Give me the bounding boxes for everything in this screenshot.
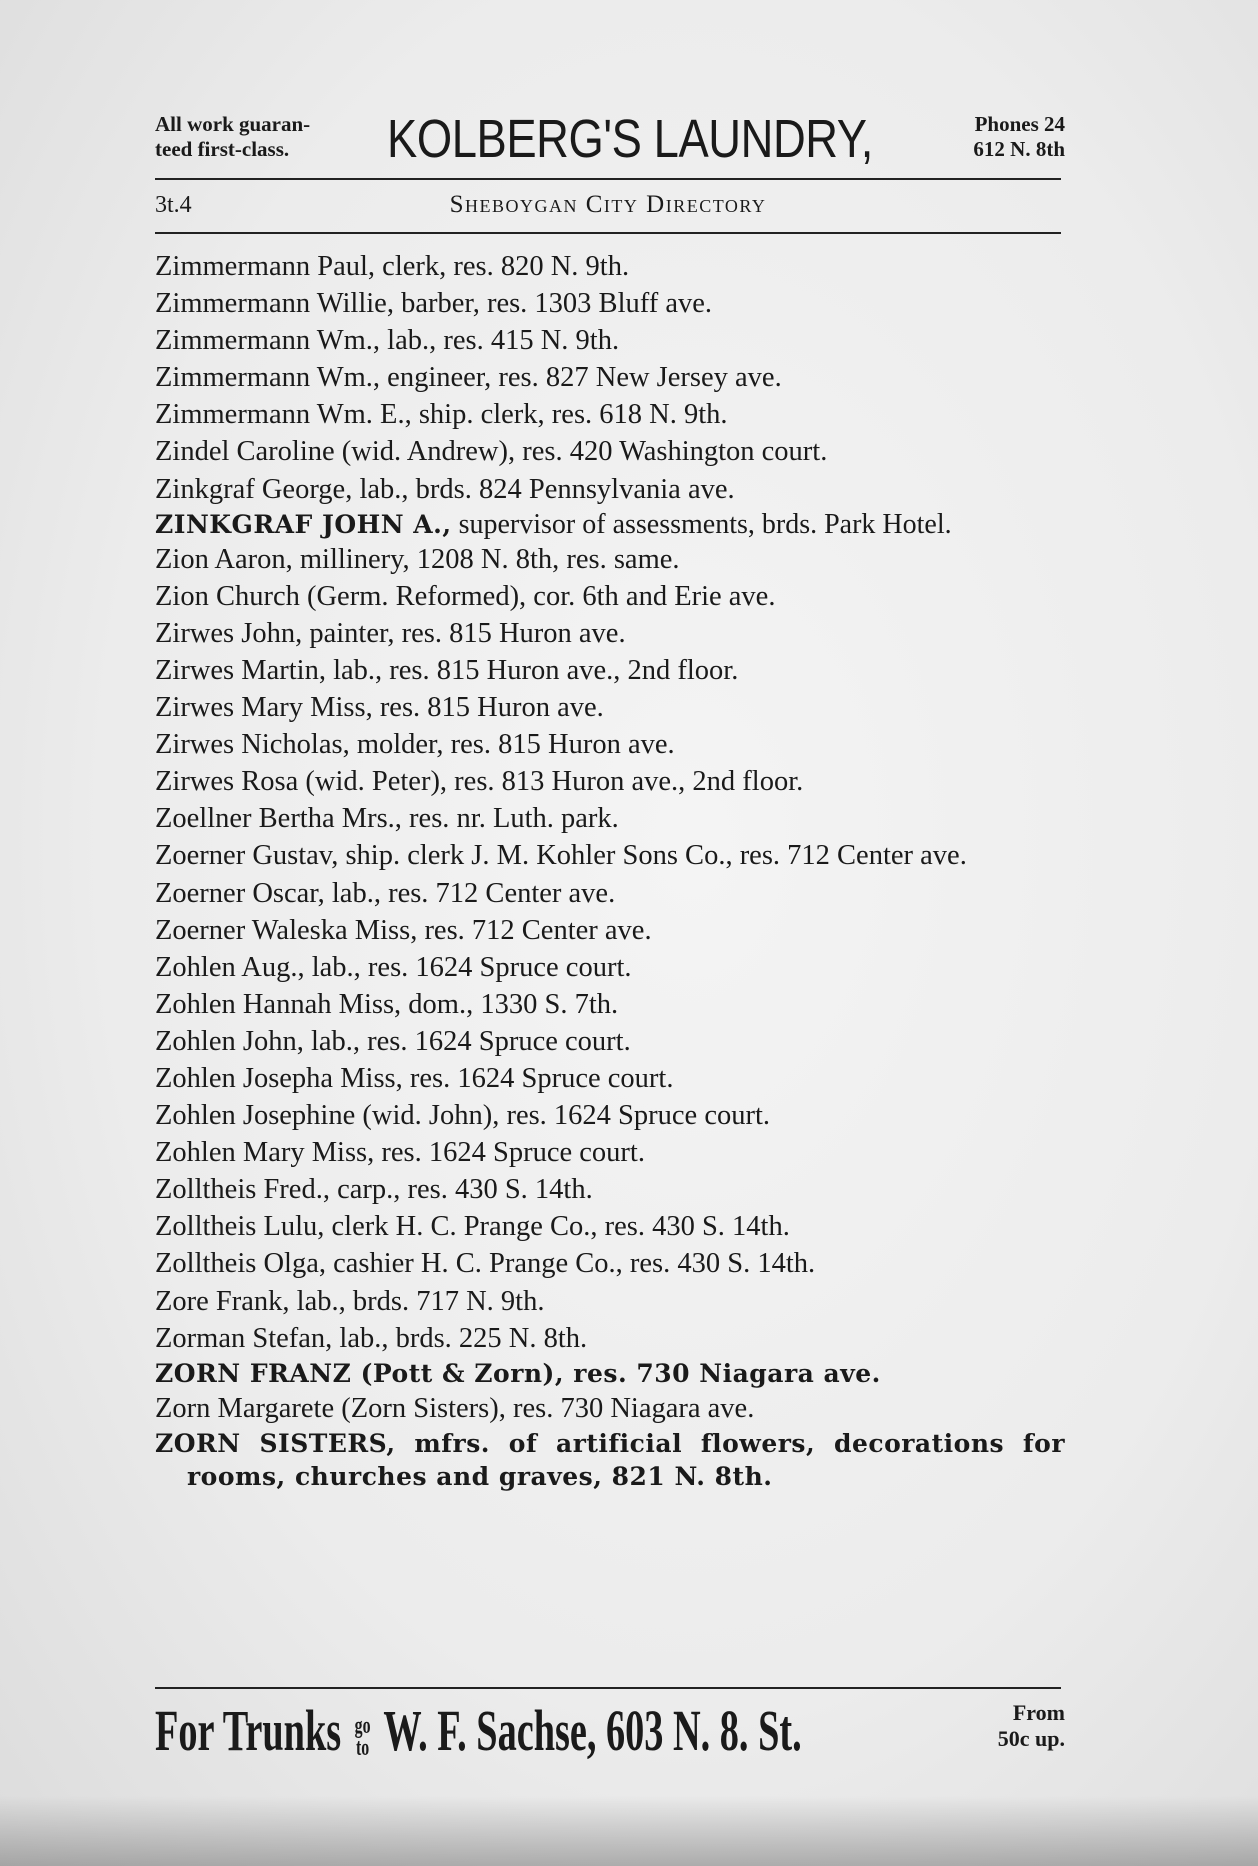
footer-ad-go-to — [354, 1712, 371, 1761]
header-ad-business-name: KOLBERG'S LAUNDRY, — [387, 109, 873, 169]
footer-ad-from: From — [1012, 1700, 1065, 1725]
directory-entry — [155, 949, 1065, 986]
entry-text: Zohlen Josephine (wid. John), res. 1624 Spruce court. — [155, 1100, 771, 1132]
footer-ad-merchant: W. F. Sachse, 603 N. 8. St. — [383, 1698, 802, 1763]
directory-entry — [155, 1023, 1065, 1060]
directory-entry — [155, 541, 1065, 578]
directory-entry — [155, 1208, 1065, 1245]
page-number: 3t.4 — [155, 192, 192, 218]
directory-entry — [155, 1097, 1065, 1134]
scan-shadow — [0, 1796, 1258, 1866]
directory-entry — [155, 396, 1065, 433]
footer-ad-go: go — [354, 1712, 371, 1739]
entry-text: Zirwes Nicholas, molder, res. 815 Huron ave. — [155, 729, 675, 761]
directory-entry — [155, 1245, 1065, 1282]
entry-text: Zolltheis Lulu, clerk H. C. Prange Co., res. 430 S. 14th. — [155, 1211, 790, 1243]
directory-entry — [155, 322, 1065, 359]
header-rule — [155, 178, 1061, 180]
footer-rule — [155, 1687, 1061, 1689]
running-head-rule — [155, 232, 1061, 234]
entry-bold-name: ZORN SISTERS, mfrs. of artificial flowers, decorations for rooms, churches and graves, 821 N. 8th. — [155, 1428, 1065, 1491]
entry-bold-name: ZORN FRANZ (Pott & Zorn), res. 730 Niagara ave. — [155, 1358, 881, 1388]
directory-entry — [155, 1427, 1065, 1493]
directory-entry — [155, 359, 1065, 396]
footer-ad-to: to — [356, 1734, 370, 1761]
entry-text: Zoellner Bertha Mrs., res. nr. Luth. park. — [155, 803, 619, 835]
footer-ad-trunks: For Trunks — [155, 1698, 342, 1763]
directory-entry — [155, 726, 1065, 763]
entry-text: Zirwes John, painter, res. 815 Huron ave. — [155, 617, 626, 649]
directory-entry — [155, 1283, 1065, 1320]
entry-text: Zohlen John, lab., res. 1624 Spruce court. — [155, 1025, 631, 1057]
header-ad-guarantee — [155, 112, 385, 162]
entry-text: Zoerner Oscar, lab., res. 712 Center ave. — [155, 877, 616, 909]
entry-text: Zimmermann Wm., lab., res. 415 N. 9th. — [155, 325, 620, 357]
directory-entry — [155, 1357, 1065, 1390]
footer-advertisement — [155, 1698, 1065, 1778]
footer-ad-price — [955, 1700, 1065, 1752]
entry-bold-name: ZINKGRAF JOHN A., — [155, 509, 452, 539]
entry-text: supervisor of assessments, brds. Park Hotel. — [451, 508, 952, 540]
footer-ad-price-value: 50c up. — [997, 1726, 1065, 1751]
entry-text: Zohlen Mary Miss, res. 1624 Spruce court. — [155, 1137, 645, 1169]
header-advertisement — [155, 108, 1065, 170]
directory-entry — [155, 837, 1065, 874]
directory-entry — [155, 508, 1065, 541]
entry-text: Zohlen Hannah Miss, dom., 1330 S. 7th. — [155, 988, 619, 1020]
entry-text: Zimmermann Willie, barber, res. 1303 Bluff ave. — [155, 288, 713, 320]
entry-text: Zoerner Waleska Miss, res. 712 Center ave. — [155, 914, 652, 946]
entry-text: Zirwes Rosa (wid. Peter), res. 813 Huron ave., 2nd floor. — [155, 766, 804, 798]
directory-entry — [155, 912, 1065, 949]
header-ad-left-line1: All work guaran- — [155, 112, 311, 136]
header-ad-left-line2: teed first-class. — [155, 137, 290, 161]
entry-text: Zolltheis Olga, cashier H. C. Prange Co., res. 430 S. 14th. — [155, 1248, 816, 1280]
directory-entry — [155, 471, 1065, 508]
directory-entry — [155, 1060, 1065, 1097]
directory-entry — [155, 285, 1065, 322]
entry-text: Zorman Stefan, lab., brds. 225 N. 8th. — [155, 1322, 588, 1354]
directory-entry — [155, 1320, 1065, 1357]
entry-text: Zindel Caroline (wid. Andrew), res. 420 Washington court. — [155, 436, 828, 468]
header-ad-right-line1: Phones 24 — [974, 112, 1065, 136]
directory-entry — [155, 1171, 1065, 1208]
entry-text: Zinkgraf George, lab., brds. 824 Pennsylvania ave. — [155, 473, 735, 505]
directory-entry — [155, 986, 1065, 1023]
directory-entry — [155, 652, 1065, 689]
directory-entry — [155, 689, 1065, 726]
entry-text: Zirwes Mary Miss, res. 815 Huron ave. — [155, 692, 604, 724]
header-ad-right-line2: 612 N. 8th — [973, 137, 1065, 161]
entry-text: Zirwes Martin, lab., res. 815 Huron ave., 2nd floor. — [155, 654, 739, 686]
entry-text: Zore Frank, lab., brds. 717 N. 9th. — [155, 1285, 545, 1317]
entry-text: Zolltheis Fred., carp., res. 430 S. 14th. — [155, 1174, 593, 1206]
directory-entry — [155, 615, 1065, 652]
footer-ad-main — [155, 1698, 802, 1764]
entry-text: Zimmermann Paul, clerk, res. 820 N. 9th. — [155, 251, 630, 282]
directory-entry — [155, 1134, 1065, 1171]
entry-text: Zohlen Aug., lab., res. 1624 Spruce court. — [155, 951, 632, 983]
entry-text: Zorn Margarete (Zorn Sisters), res. 730 Niagara ave. — [155, 1392, 755, 1424]
directory-entry — [155, 800, 1065, 837]
entry-text: Zion Church (Germ. Reformed), cor. 6th and Erie ave. — [155, 580, 776, 612]
entry-text: Zoerner Gustav, ship. clerk J. M. Kohler Sons Co., res. 712 Center ave. — [155, 840, 967, 872]
running-head — [155, 188, 1061, 222]
entry-text: Zohlen Josepha Miss, res. 1624 Spruce court. — [155, 1062, 674, 1094]
entry-text: Zimmermann Wm. E., ship. clerk, res. 618 N. 9th. — [155, 399, 728, 431]
directory-entry — [155, 875, 1065, 912]
entry-text: Zion Aaron, millinery, 1208 N. 8th, res. same. — [155, 543, 680, 575]
directory-entry — [155, 248, 1065, 285]
directory-entry — [155, 763, 1065, 800]
directory-entry — [155, 578, 1065, 615]
running-title: Sheboygan City Directory — [449, 191, 767, 218]
directory-entry — [155, 433, 1065, 470]
header-ad-phones — [920, 112, 1065, 162]
entry-text: Zimmermann Wm., engineer, res. 827 New Jersey ave. — [155, 362, 782, 394]
directory-entry — [155, 1390, 1065, 1427]
directory-entries — [155, 248, 1065, 1493]
